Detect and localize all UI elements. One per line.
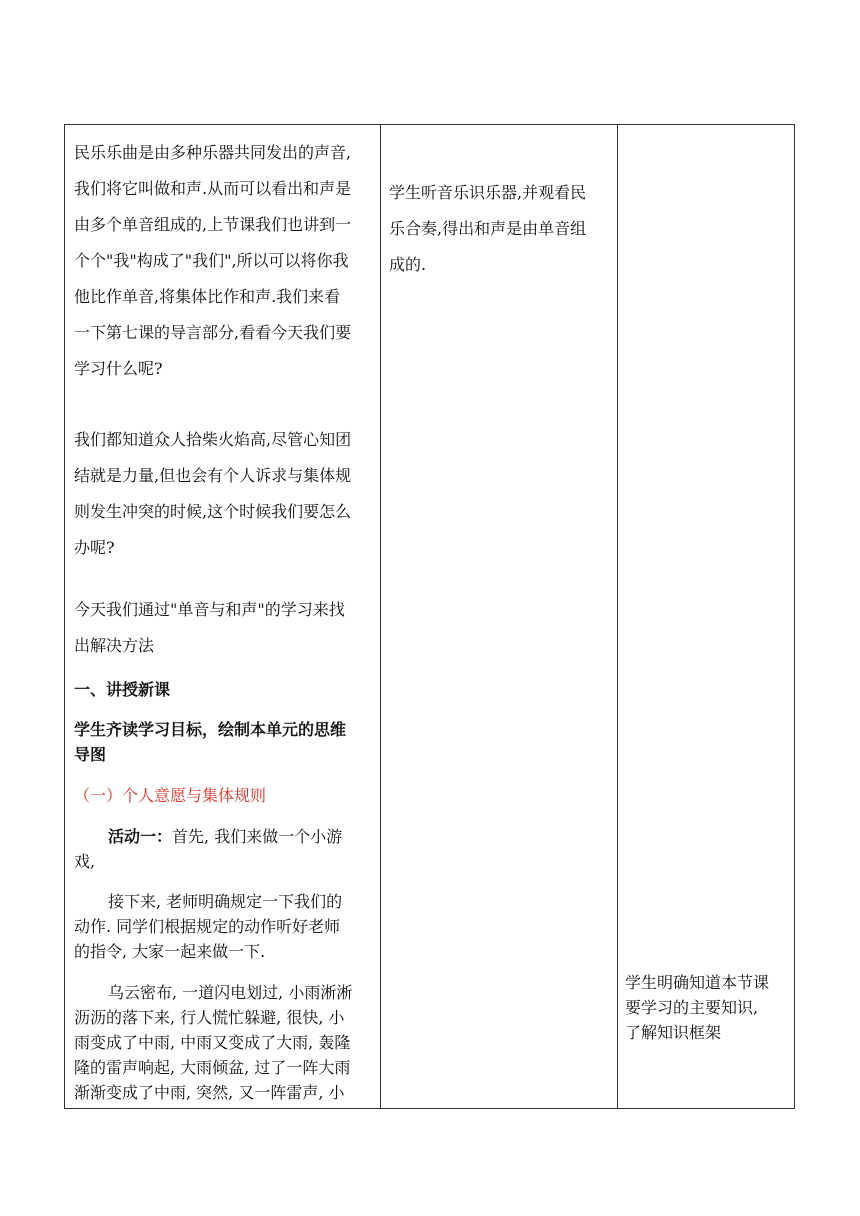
text-line: 成的. xyxy=(389,255,427,274)
text-line: 一下第七课的导言部分,看看今天我们要 xyxy=(74,323,352,342)
teacher-paragraph-today xyxy=(74,592,345,664)
text-line: 则发生冲突的时候,这个时候我们要怎么 xyxy=(74,502,352,521)
text-line: 动作. 同学们根据规定的动作听好老师 xyxy=(74,917,341,936)
text-line: 渐渐变成了中雨, 突然, 又一阵雷声, 小 xyxy=(74,1083,345,1102)
text-line: 由多个单音组成的,上节课我们也讲到一 xyxy=(74,215,352,234)
text-line: 学生听音乐识乐器,并观看民 xyxy=(389,183,587,202)
column-divider xyxy=(617,125,618,1108)
text-line: 结就是力量,但也会有个人诉求与集体规 xyxy=(74,466,352,485)
text-line: 雨变成了中雨, 中雨又变成了大雨, 轰隆 xyxy=(74,1033,351,1052)
text-line: 学习什么呢? xyxy=(74,359,163,378)
text-line: 今天我们通过"单音与和声"的学习来找 xyxy=(74,600,345,619)
intent-paragraph xyxy=(625,970,769,1045)
text-line: 沥沥的落下来, 行人慌忙躲避, 很快, 小 xyxy=(74,1008,345,1027)
text-line: 我们将它叫做和声.从而可以看出和声是 xyxy=(74,179,352,198)
text-line: 戏, xyxy=(74,852,96,871)
teacher-paragraph-intro xyxy=(74,135,351,387)
text-line: 乌云密布, 一道闪电划过, 小雨淅淅 xyxy=(108,983,353,1002)
teacher-paragraph-story xyxy=(74,980,352,1105)
text-line: 办呢? xyxy=(74,538,115,557)
activity-one-cont xyxy=(74,849,95,874)
text-line: 他比作单音,将集体比作和声.我们来看 xyxy=(74,287,341,306)
activity-label: 活动一： xyxy=(108,827,173,846)
text-line: 了解知识框架 xyxy=(625,1023,722,1042)
subsection-heading: （一）个人意愿与集体规则 xyxy=(74,786,267,805)
learning-goals-heading xyxy=(74,717,346,767)
text-line: 要学习的主要知识, xyxy=(625,998,759,1017)
text-line: 我们都知道众人拾柴火焰高,尽管心知团 xyxy=(74,430,352,449)
text-line: 的指令, 大家一起来做一下. xyxy=(74,942,266,961)
activity-one xyxy=(108,824,342,849)
teacher-paragraph-rules xyxy=(74,889,342,964)
text-line: 个个"我"构成了"我们",所以可以将你我 xyxy=(74,251,349,270)
text-line xyxy=(108,824,342,849)
student-paragraph xyxy=(389,175,586,283)
text-line: 学生齐读学习目标，绘制本单元的思维 xyxy=(74,720,347,739)
text-line: 隆的雷声响起, 大雨倾盆, 过了一阵大雨 xyxy=(74,1058,351,1077)
activity-text: 首先, 我们来做一个小游 xyxy=(172,827,343,846)
text-line: 出解决方法 xyxy=(74,636,155,655)
teacher-paragraph-conflict xyxy=(74,422,351,566)
text-line: 民乐乐曲是由多种乐器共同发出的声音, xyxy=(74,143,352,162)
text-line: 导图 xyxy=(74,745,107,764)
section-heading: 一、讲授新课 xyxy=(74,680,171,699)
text-line: 学生明确知道本节课 xyxy=(625,973,770,992)
text-line: 乐合奏,得出和声是由单音组 xyxy=(389,219,587,238)
column-divider xyxy=(380,125,381,1108)
text-line: 接下来, 老师明确规定一下我们的 xyxy=(108,892,343,911)
